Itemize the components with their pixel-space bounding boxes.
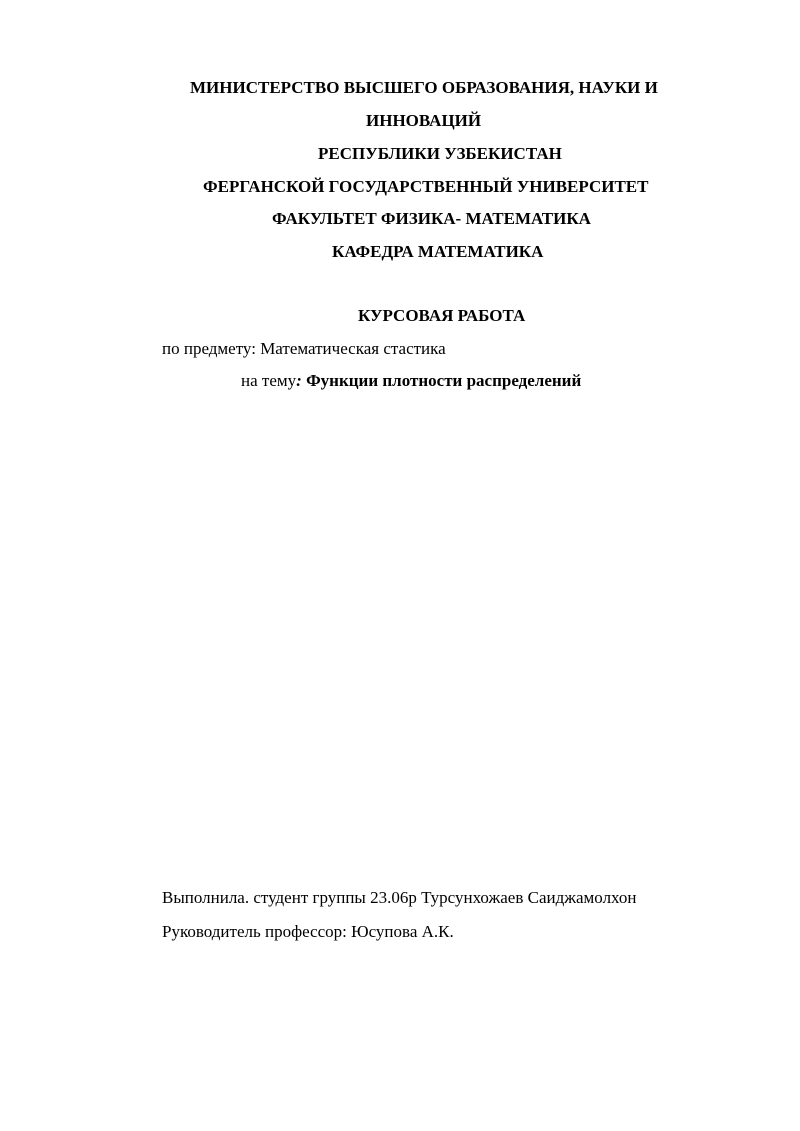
subject-value: Математическая стастика — [260, 339, 446, 358]
subject-prefix: по предмету: — [162, 339, 261, 358]
faculty-line: ФАКУЛЬТЕТ ФИЗИКА- МАТЕМАТИКА — [272, 209, 591, 228]
topic-colon: : — [296, 371, 302, 390]
subject-line — [162, 339, 446, 359]
department-line: КАФЕДРА МАТЕМАТИКА — [332, 242, 544, 261]
topic-value: Функции плотности распределений — [301, 371, 582, 390]
supervisor-line: Руководитель профессор: Юсупова А.К. — [162, 922, 454, 941]
university-line: ФЕРГАНСКОЙ ГОСУДАРСТВЕННЫЙ УНИВЕРСИТЕТ — [203, 177, 649, 196]
ministry-line-1: МИНИСТЕРСТВО ВЫСШЕГО ОБРАЗОВАНИЯ, НАУКИ И — [190, 78, 658, 97]
country-line: РЕСПУБЛИКИ УЗБЕКИСТАН — [318, 144, 562, 163]
document-title: КУРСОВАЯ РАБОТА — [358, 306, 526, 325]
performer-line: Выполнила. студент группы 23.06р Турсунхожаев Саиджамолхон — [162, 888, 637, 907]
topic-line — [241, 371, 581, 391]
topic-prefix: на тему — [241, 371, 297, 390]
ministry-line-2: ИННОВАЦИЙ — [366, 111, 482, 130]
